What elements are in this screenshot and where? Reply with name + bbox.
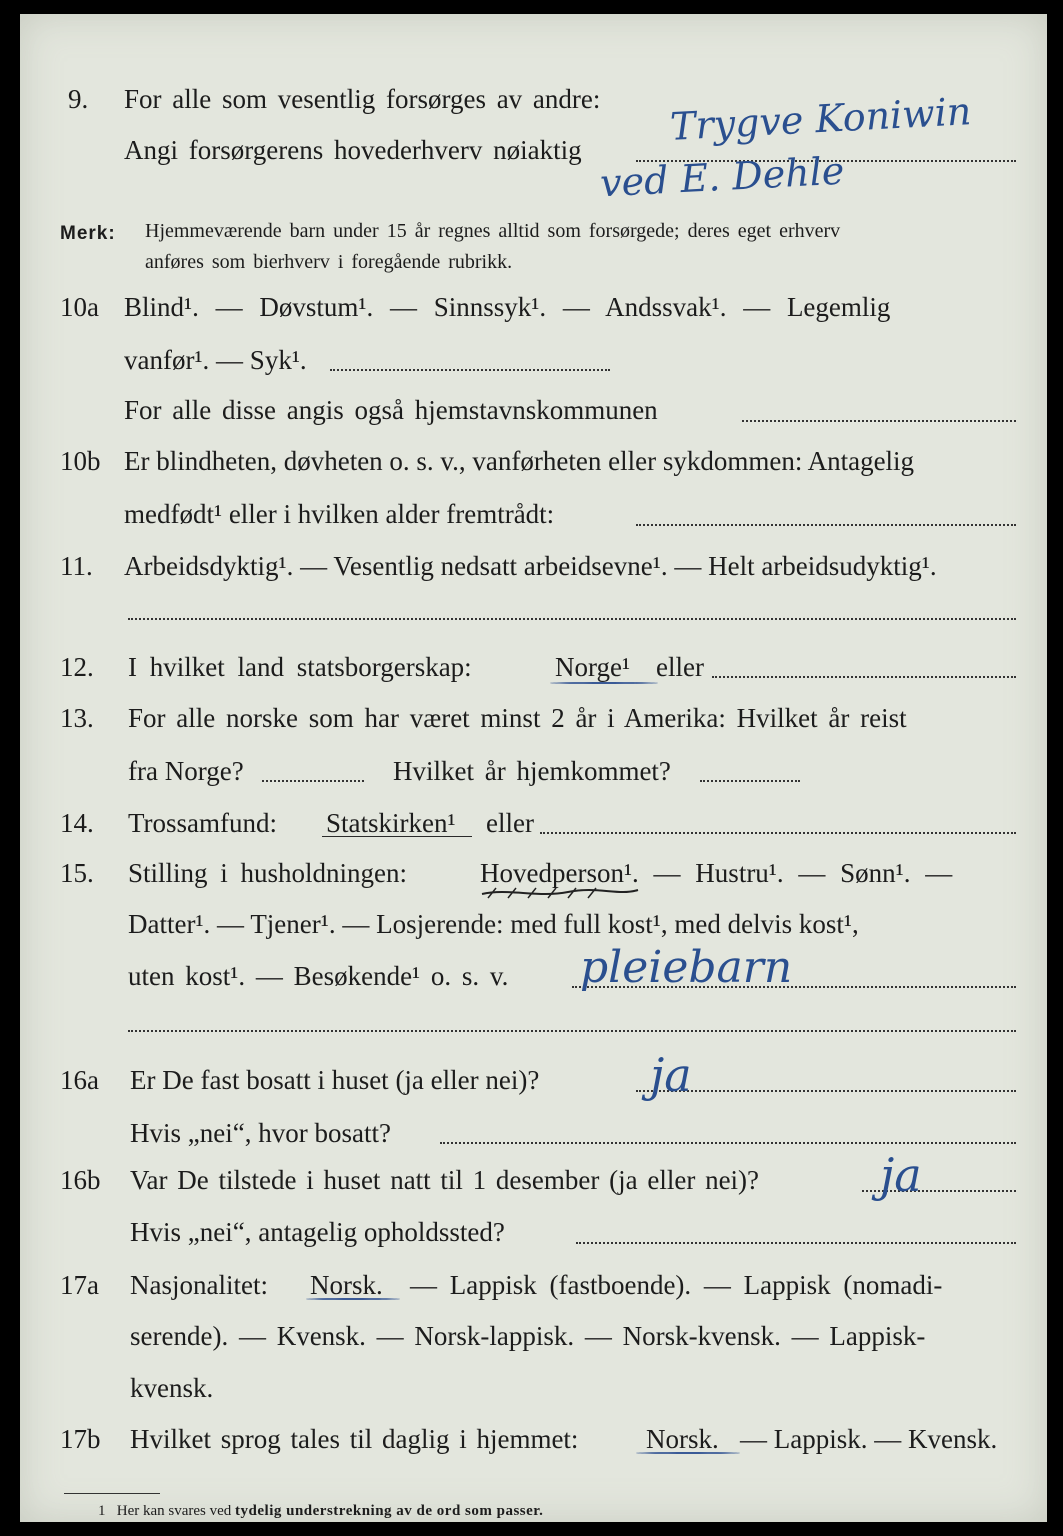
- q10a-line2: vanfør¹. — Syk¹.: [124, 345, 307, 375]
- q12-fill-line: [712, 676, 1016, 678]
- q14-text: Trossamfund:: [128, 808, 278, 838]
- q15-line2: Datter¹. — Tjener¹. — Losjerende: med full kost¹, med delvis kost¹,: [128, 909, 859, 939]
- q16a-line1: Er De fast bosatt i huset (ja eller nei)?: [130, 1065, 540, 1095]
- q15-line1a: Stilling i husholdningen:: [128, 858, 408, 888]
- q15-line1b: Hovedperson¹. — Hustru¹. — Sønn¹. —: [480, 858, 953, 888]
- q17a-option-norsk: Norsk.: [310, 1270, 383, 1300]
- q10a-fill-line1: [330, 369, 610, 371]
- q15-handwritten-answer: pleiebarn: [580, 942, 793, 993]
- q9-line1: For alle som vesentlig forsørges av andre:: [124, 84, 601, 114]
- q14-option-statskirken: Statskirken¹: [326, 808, 456, 838]
- q16a-line2: Hvis „nei“, hvor bosatt?: [130, 1118, 391, 1148]
- q15-line3: uten kost¹. — Besøkende¹ o. s. v.: [128, 961, 509, 991]
- q9-handwritten-answer1: Trygve Koniwin: [669, 89, 973, 149]
- footnote-mark: 1: [98, 1503, 106, 1519]
- q9-line2: Angi forsørgerens hovederhverv nøiaktig: [124, 135, 582, 165]
- q12-option-norge: Norge¹: [555, 652, 631, 682]
- q11-fill-line: [128, 618, 1016, 620]
- q14-after: eller: [486, 808, 534, 838]
- q12-handwritten-underline: [550, 682, 658, 684]
- footnote-text: Her kan svares ved: [116, 1503, 232, 1519]
- footnote-rule: [64, 1493, 160, 1494]
- q15-fill-line2: [128, 1030, 1016, 1032]
- q10a-fill-line2: [742, 420, 1016, 422]
- q13-line2a: fra Norge?: [128, 756, 244, 786]
- footnote: [98, 1503, 543, 1520]
- q17b-after: — Lappisk. — Kvensk.: [740, 1424, 998, 1454]
- q11-number: 11.: [60, 551, 93, 581]
- q15-crossed-out-mark: [478, 884, 648, 908]
- q16a-fill-line2: [440, 1142, 1016, 1144]
- q17a-line1a: Nasjonalitet:: [130, 1270, 268, 1300]
- merk-label: Merk:: [60, 223, 116, 244]
- q13-number: 13.: [60, 703, 94, 733]
- q17a-line3: kvensk.: [130, 1373, 214, 1403]
- q16b-handwritten-answer: ja: [880, 1148, 922, 1202]
- q12-text: I hvilket land statsborgerskap:: [128, 652, 472, 682]
- q17a-line1c: — Lappisk (fastboende). — Lappisk (nomadi-: [410, 1270, 943, 1300]
- q17a-line2: serende). — Kvensk. — Norsk-lappisk. — Norsk-kvensk. — Lappisk-: [130, 1321, 926, 1351]
- q16b-line2: Hvis „nei“, antagelig opholdssted?: [130, 1217, 505, 1247]
- q13-line1: For alle norske som har været minst 2 år i Amerika: Hvilket år reist: [128, 703, 907, 733]
- q10b-line2: medfødt¹ eller i hvilken alder fremtrådt:: [124, 499, 555, 529]
- q16a-handwritten-answer: ja: [650, 1048, 692, 1102]
- q10b-line1: Er blindheten, døvheten o. s. v., vanførheten eller sykdommen: Antagelig: [124, 446, 915, 476]
- q13-fill-line1: [262, 780, 364, 782]
- q10a-line3: For alle disse angis også hjemstavnskommunen: [124, 395, 658, 425]
- q16b-line1: Var De tilstede i huset natt til 1 desember (ja eller nei)?: [130, 1165, 760, 1195]
- q10b-fill-line: [636, 524, 1016, 526]
- footnote-bold-text: tydelig understrekning av de ord som passer.: [235, 1503, 544, 1519]
- q9-number: 9.: [68, 84, 89, 114]
- q10a-number: 10a: [60, 292, 99, 322]
- q15-number: 15.: [60, 858, 94, 888]
- q17a-handwritten-underline: [306, 1298, 400, 1300]
- merk-line1: Hjemmeværende barn under 15 år regnes alltid som forsørgede; deres eget erhverv: [145, 220, 841, 242]
- q14-fill-line: [540, 832, 1016, 834]
- q14-number: 14.: [60, 808, 94, 838]
- q17b-number: 17b: [60, 1424, 101, 1454]
- q9-handwritten-answer2: ved E. Dehle: [599, 148, 846, 206]
- q13-line2b: Hvilket år hjemkommet?: [393, 756, 671, 786]
- q10b-number: 10b: [60, 446, 101, 476]
- q16a-fill-line1: [636, 1090, 1016, 1092]
- q17b-option-norsk: Norsk.: [646, 1424, 719, 1454]
- q17b-text: Hvilket sprog tales til daglig i hjemmet:: [130, 1424, 579, 1454]
- q17a-number: 17a: [60, 1270, 99, 1300]
- q14-underline: [322, 836, 472, 837]
- merk-line2: anføres som bierhverv i foregående rubrikk.: [145, 251, 513, 273]
- q10a-line1: Blind¹. — Døvstum¹. — Sinnssyk¹. — Andssvak¹. — Legemlig: [124, 292, 891, 322]
- q16b-fill-line2: [576, 1242, 1016, 1244]
- q12-after: eller: [656, 652, 704, 682]
- q13-fill-line2: [700, 780, 800, 782]
- q12-number: 12.: [60, 652, 94, 682]
- q16b-number: 16b: [60, 1165, 101, 1195]
- q17b-handwritten-underline: [636, 1452, 740, 1454]
- q16a-number: 16a: [60, 1065, 99, 1095]
- q11-line1: Arbeidsdyktig¹. — Vesentlig nedsatt arbeidsevne¹. — Helt arbeidsudyktig¹.: [124, 551, 937, 581]
